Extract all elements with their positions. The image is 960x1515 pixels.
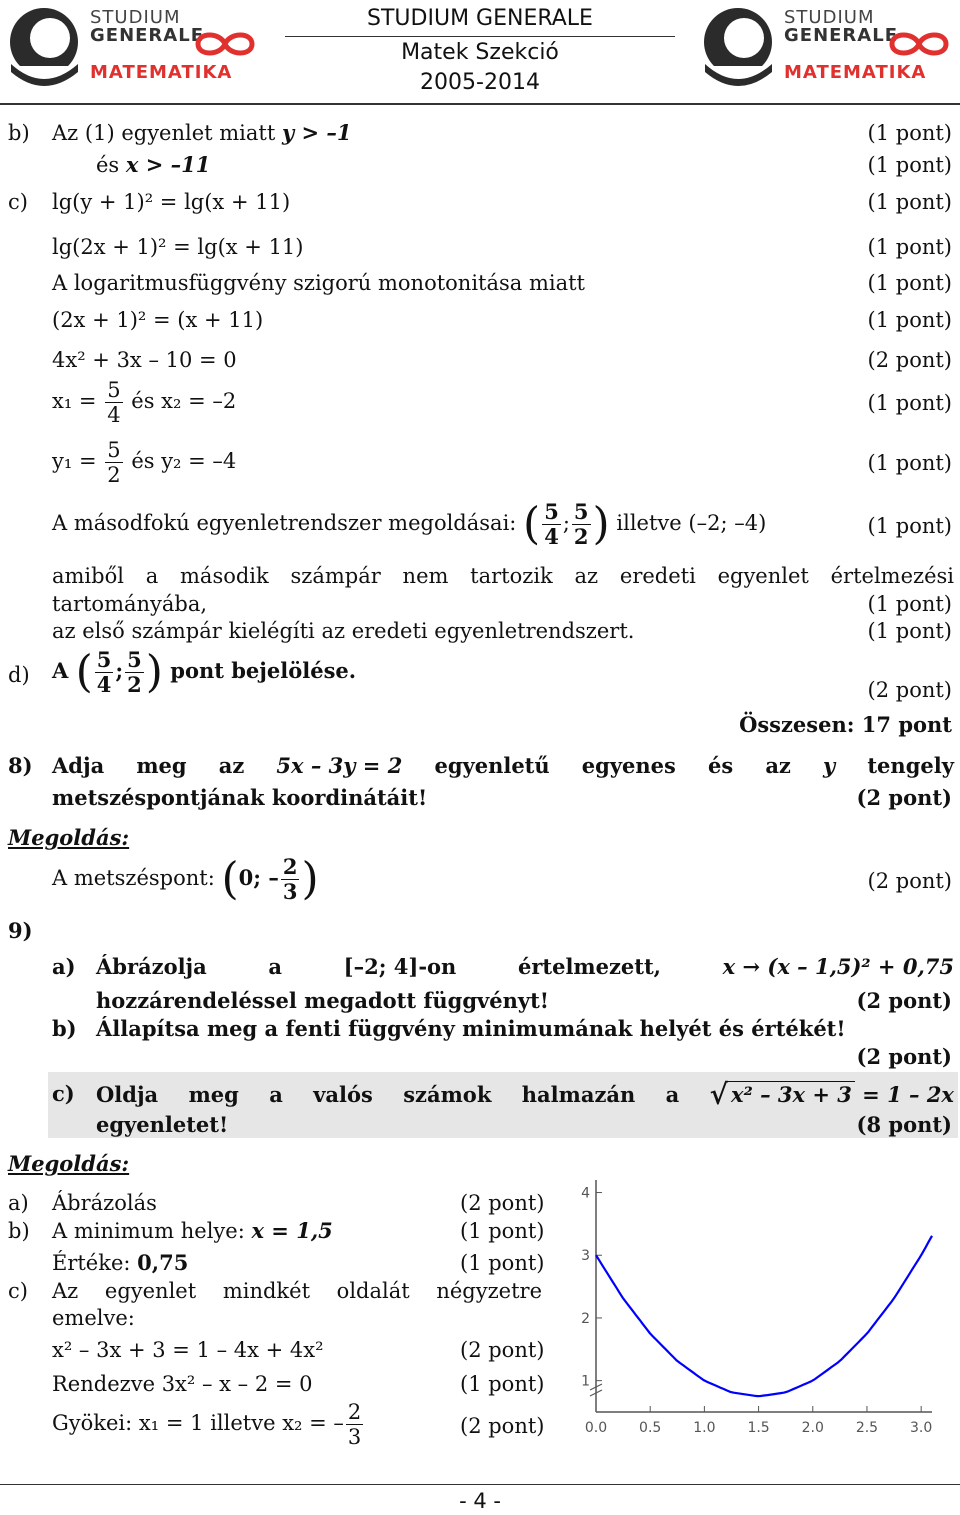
header-rule: [285, 36, 675, 37]
task8-answer: A metszéspont: (0; – $\frac{2}{3}$ ): [52, 853, 319, 905]
task9-c-line: Oldja meg a valós számok halmazán a √ x² – 3x + 3 = 1 – 2x: [96, 1077, 954, 1111]
part-c-label: c): [8, 190, 28, 214]
solution-label: Megoldás:: [8, 1151, 130, 1176]
task9-b-text: Állapítsa meg a fenti függvény minimumának helyét és értékét!: [96, 1016, 846, 1041]
sol-a-text: Ábrázolás: [52, 1191, 157, 1215]
x-tick-label: 0.5: [639, 1420, 662, 1436]
points: (1 pont): [460, 1251, 545, 1275]
points: (1 pont): [867, 271, 952, 295]
solution-label: Megoldás:: [8, 825, 130, 850]
x-tick-label: 2.5: [855, 1420, 879, 1436]
logo-line3: MATEMATIKA: [90, 62, 233, 83]
points: (2 pont): [460, 1414, 545, 1438]
x-tick-label: 1.5: [747, 1420, 770, 1436]
points: (2 pont): [856, 1044, 952, 1069]
equation: lg(2x + 1)² = lg(x + 11): [52, 235, 304, 259]
points: (1 pont): [460, 1219, 545, 1243]
sol-b-text: A minimum helye: x = 1,5: [52, 1218, 333, 1243]
logo-line1-right: STUDIUM: [784, 7, 875, 28]
y-tick-label: 3: [581, 1248, 590, 1265]
points: (1 pont): [867, 308, 952, 332]
points: (1 pont): [867, 235, 952, 259]
points: (2 pont): [867, 348, 952, 372]
points: (1 pont): [867, 153, 952, 177]
sol-b2-text: Értéke: 0,75: [52, 1250, 189, 1275]
part-d-line: A ( $\frac{5}{4}$ ; $\frac{5}{2}$ ) pont bejelölése.: [52, 646, 357, 698]
points: (1 pont): [867, 121, 952, 145]
header-title: STUDIUM GENERALE: [367, 6, 593, 31]
x-tick-label: 2.0: [801, 1420, 824, 1436]
sol-b-label: b): [8, 1219, 30, 1243]
points: (2 pont): [867, 678, 952, 702]
sol-c-label: c): [8, 1279, 28, 1303]
points: (2 pont): [460, 1338, 545, 1362]
task8-line2: metszéspontjának koordinátáit!: [52, 785, 428, 810]
logo-emblem-icon: [700, 2, 780, 92]
infinity-icon: [884, 30, 954, 62]
task8-line1: Adja meg az 5x – 3y = 2 egyenletű egyenes és az y tengely: [52, 753, 954, 778]
infinity-icon: [190, 30, 260, 62]
task-number: 8): [8, 753, 33, 778]
points: (1 pont): [867, 619, 952, 643]
equation: 4x² + 3x – 10 = 0: [52, 348, 237, 372]
text-line: az első számpár kielégíti az eredeti egyenletrendszert.: [52, 619, 635, 643]
logo-line1: STUDIUM: [90, 7, 181, 28]
x-tick-label: 0.0: [584, 1420, 608, 1436]
part-b-line1: Az (1) egyenlet miatt y > –1: [52, 120, 352, 145]
text-line: A logaritmusfüggvény szigorú monotonitása miatt: [52, 271, 585, 295]
points: (2 pont): [867, 869, 952, 893]
task9-c-line2: egyenletet!: [96, 1112, 229, 1137]
y-tick-label: 4: [581, 1185, 590, 1202]
points: (1 pont): [867, 451, 952, 475]
points: (1 pont): [867, 391, 952, 415]
x-tick-label: 3.0: [910, 1420, 933, 1436]
logo-line2: GENERALE: [90, 25, 204, 46]
part-b-line2: és x > –11: [96, 152, 211, 177]
logo-line2-right: GENERALE: [784, 25, 898, 46]
header-subtitle: Matek Szekció: [401, 40, 559, 65]
points: (1 pont): [867, 190, 952, 214]
text-line: amiből a második számpár nem tartozik az eredeti egyenlet értelmezési: [52, 564, 954, 588]
task9-c-label: c): [52, 1081, 75, 1106]
parabola-chart: [570, 1172, 940, 1442]
text-line: tartományába,: [52, 592, 208, 616]
points: (8 pont): [856, 1112, 952, 1137]
roots-line: Gyökei: x₁ = 1 illetve x₂ = – $\frac{2}{3}$: [52, 1400, 362, 1449]
parabola-line: [596, 1236, 932, 1396]
points: (1 pont): [460, 1372, 545, 1396]
task9-a-line: Ábrázolja a [–2; 4]-on értelmezett, x → (x – 1,5)² + 0,75: [96, 954, 954, 979]
header-bottom-rule: [0, 103, 960, 105]
logo-emblem-icon: [6, 2, 86, 92]
sol-a-label: a): [8, 1191, 29, 1215]
points: (2 pont): [856, 785, 952, 810]
equation: lg(y + 1)² = lg(x + 11): [52, 190, 291, 214]
page-number: - 4 -: [459, 1489, 501, 1513]
task9-a-line2: hozzárendeléssel megadott függvényt!: [96, 988, 549, 1013]
points: (1 pont): [867, 592, 952, 616]
equation: (2x + 1)² = (x + 11): [52, 308, 264, 332]
equation: x² – 3x + 3 = 1 – 4x + 4x²: [52, 1338, 324, 1362]
part-d-label: d): [8, 663, 30, 687]
right-logo: [700, 2, 780, 96]
logo-line3-right: MATEMATIKA: [784, 62, 927, 83]
sol-c-text1: Az egyenlet mindkét oldalát négyzetre: [52, 1279, 542, 1303]
solutions-line: A másodfokú egyenletrendszer megoldásai: ( $\frac{5}{4}$ ; $\frac{5}{2}$ ) illetve (–2; –4): [52, 498, 767, 550]
points: (1 pont): [867, 514, 952, 538]
part-b-label: b): [8, 121, 30, 145]
points: (2 pont): [460, 1191, 545, 1215]
task9-b-label: b): [52, 1016, 77, 1041]
points: (2 pont): [856, 988, 952, 1013]
header-years: 2005-2014: [420, 70, 540, 95]
y-tick-label: 2: [581, 1310, 590, 1327]
left-logo: [6, 2, 86, 96]
task-number: 9): [8, 918, 33, 943]
footer-rule: [0, 1484, 960, 1485]
y-tick-label: 1: [581, 1373, 590, 1390]
task9-a-label: a): [52, 954, 76, 979]
x-tick-label: 1.0: [693, 1420, 716, 1436]
x-roots: x₁ = $\frac{5}{4}$ és x₂ = –2: [52, 378, 237, 427]
total-points: Összesen: 17 pont: [739, 712, 952, 737]
sol-c-text2: emelve:: [52, 1306, 135, 1330]
equation: Rendezve 3x² – x – 2 = 0: [52, 1372, 313, 1396]
y-roots: y₁ = $\frac{5}{2}$ és y₂ = –4: [52, 438, 237, 487]
